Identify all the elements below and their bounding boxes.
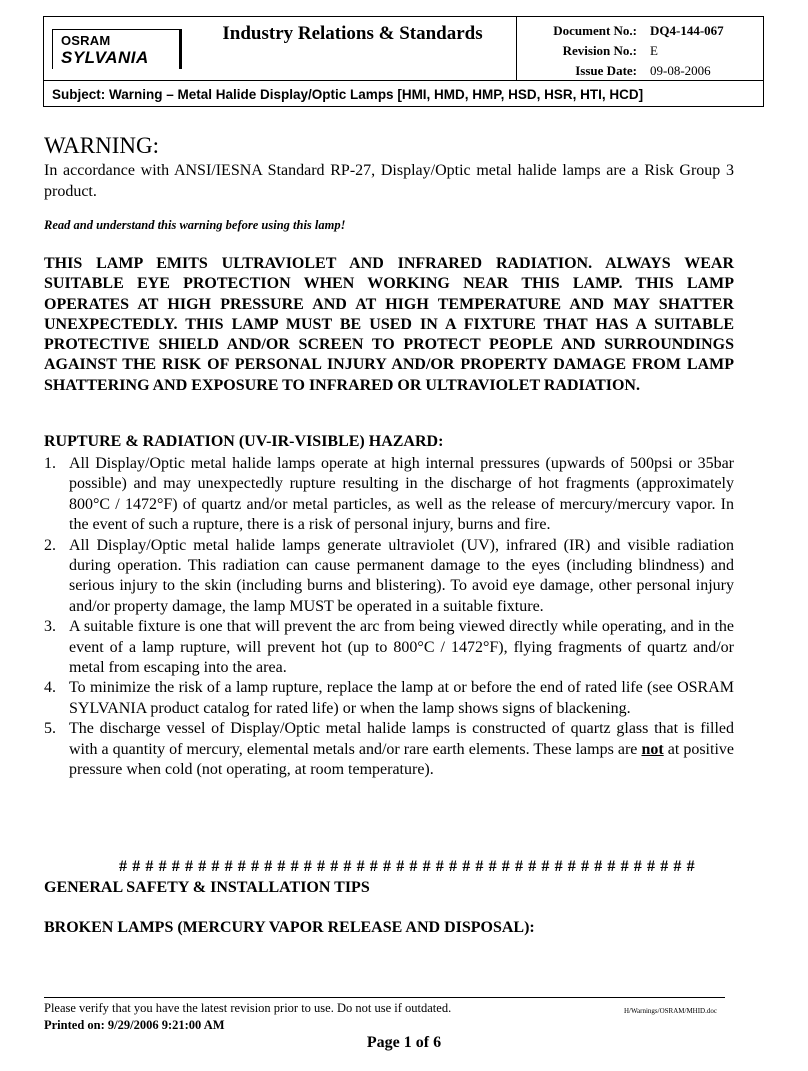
document-meta <box>516 17 765 80</box>
document-no-label: Document No.: <box>553 23 637 38</box>
general-safety-heading: GENERAL SAFETY & INSTALLATION TIPS <box>44 879 370 896</box>
hazard-list <box>44 454 734 781</box>
document-header <box>43 16 764 107</box>
list-item <box>44 617 734 678</box>
list-item-number: 5. <box>44 720 56 738</box>
header-top-row <box>44 17 763 81</box>
document-no-row <box>517 23 765 43</box>
broken-lamps-heading: BROKEN LAMPS (MERCURY VAPOR RELEASE AND DISPOSAL): <box>44 919 535 936</box>
list-item-number: 3. <box>44 618 56 636</box>
logo-cell <box>44 17 189 80</box>
revision-value: E <box>650 43 658 58</box>
list-item-number: 1. <box>44 455 56 472</box>
revision-row <box>517 43 765 63</box>
list-item-text: A suitable fixture is one that will prevent the arc from being viewed directly while operating, and in the event of a lamp rupture, will prevent hot (up to 800°C / 1472°F), flying fragments of quartz and/or metal from escaping into the area. <box>69 618 734 677</box>
list-item <box>44 719 734 780</box>
intro-paragraph: In accordance with ANSI/IESNA Standard RP-27, Display/Optic metal halide lamps are a Risk Group 3 product. <box>44 162 734 200</box>
subject-line: Subject: Warning – Metal Halide Display/Optic Lamps [HMI, HMD, HMP, HSD, HSR, HTI, HCD] <box>52 87 644 102</box>
list-item-text: All Display/Optic metal halide lamps generate ultraviolet (UV), infrared (IR) and visible radiation during operation. This radiation can cause permanent damage to the eyes (including blindness) and serious injury to the skin (including burns and blistering). To avoid eye damage, other personal injury and/or property damage, the lamp MUST be operated in a suitable fixture. <box>69 536 734 615</box>
list-item-text-after: at positive pressure when cold (not operating, at room temperature). <box>69 740 734 779</box>
document-no-value: DQ4-144-067 <box>650 23 724 38</box>
title-cell <box>189 17 516 80</box>
list-item <box>44 678 734 719</box>
page-number: Page 1 of 6 <box>366 1034 442 1051</box>
issue-date-value: 09-08-2006 <box>650 63 711 78</box>
warning-title: WARNING: <box>44 133 159 158</box>
logo-osram-text: OSRAM <box>61 33 111 48</box>
section-divider-hashes: # # # # # # # # # # # # # # # # # # # # # # # # # # # # # # # # # # # # # # # # # # # # <box>119 858 696 875</box>
caps-warning-paragraph: THIS LAMP EMITS ULTRAVIOLET AND INFRARED RADIATION. ALWAYS WEAR SUITABLE EYE PROTECTION WHEN WORKING NEAR THIS LAMP. THIS LAMP OPERATES AT HIGH PRESSURE AND AT HIGH TEMPERATURE AND MAY SHATTER UNEXPECTEDLY. THIS LAMP MUST BE USED IN A FIXTURE THAT HAS A SUITABLE PROTECTIVE SHIELD AND/OR SCREEN TO PROTECT PEOPLE AND SURROUNDINGS AGAINST THE RISK OF PERSONAL INJURY AND/OR PROPERTY DAMAGE FROM LAMP SHATTERING AND EXPOSURE TO INFRARED OR ULTRAVIOLET RADIATION. <box>44 255 734 394</box>
header-title: Industry Relations & Standards <box>222 23 483 44</box>
footer-file-path: H/Warnings/OSRAM/MHID.doc <box>624 1007 717 1015</box>
footer-divider <box>44 997 725 998</box>
footer-printed-on: Printed on: 9/29/2006 9:21:00 AM <box>44 1018 225 1032</box>
list-item-text: To minimize the risk of a lamp rupture, replace the lamp at or before the end of rated life (see OSRAM SYLVANIA product catalog for rated life) or when the lamp shows signs of blackening. <box>69 679 734 717</box>
list-item-text-before: The discharge vessel of Display/Optic metal halide lamps is constructed of quartz glass that is filled with a quantity of mercury, elemental metals and/or rare earth elements. These lamps are <box>69 720 734 758</box>
rupture-heading: RUPTURE & RADIATION (UV-IR-VISIBLE) HAZARD: <box>44 433 444 450</box>
list-item-number: 2. <box>44 536 56 554</box>
read-notice: Read and understand this warning before using this lamp! <box>44 218 346 232</box>
issue-date-row <box>517 63 765 83</box>
list-item-number: 4. <box>44 679 56 697</box>
osram-sylvania-logo <box>52 29 182 69</box>
footer-verify-note: Please verify that you have the latest revision prior to use. Do not use if outdated. <box>44 1001 452 1015</box>
list-item <box>44 454 734 536</box>
issue-date-label: Issue Date: <box>575 63 637 78</box>
emphasis-not: not <box>641 740 664 758</box>
list-item-text: All Display/Optic metal halide lamps operate at high internal pressures (upwards of 500psi or 35bar possible) and may unexpectedly rupture resulting in the discharge of hot fragments (approximately 800°C / 1472°F) of quartz and/or metal particles, as well as the release of mercury/mercury vapor. In the event of such a rupture, there is a risk of personal injury, burns and fire. <box>69 455 734 534</box>
revision-label: Revision No.: <box>562 43 637 58</box>
list-item <box>44 536 734 618</box>
logo-sylvania-text: SYLVANIA <box>61 48 149 67</box>
